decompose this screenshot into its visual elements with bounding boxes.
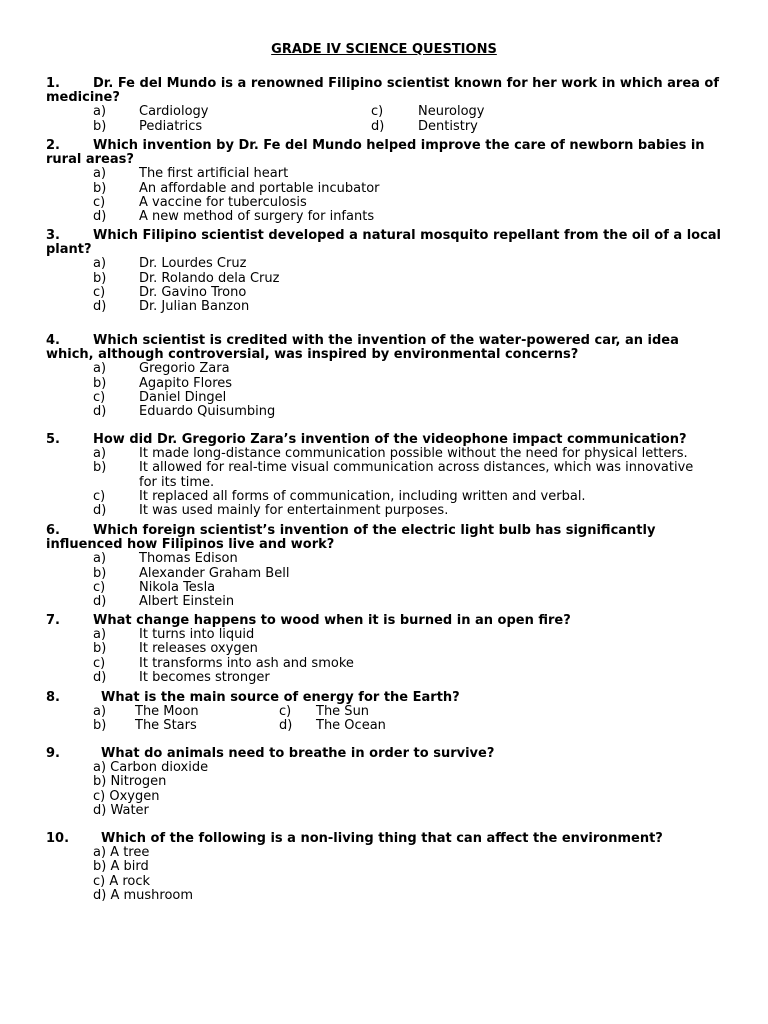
question-8 <box>46 691 736 734</box>
option-row <box>46 257 736 271</box>
question-stem-cont: medicine? <box>46 90 120 106</box>
option-label: b) <box>93 641 107 657</box>
option-text: It allowed for real-time visual communication across distances, which was innovative <box>139 460 694 476</box>
question-number: 2. <box>46 138 60 153</box>
option-label: b) <box>93 270 107 286</box>
option-text: Daniel Dingel <box>139 389 227 405</box>
question-number: 5. <box>46 432 60 447</box>
option-text: A vaccine for tuberculosis <box>139 194 307 210</box>
option-text: b) A bird <box>93 859 149 875</box>
option-row <box>46 120 736 134</box>
option-text: Agapito Flores <box>139 375 233 391</box>
option-label: d) <box>93 298 107 314</box>
option-row <box>46 705 736 719</box>
option-label: c) <box>279 704 292 720</box>
option-label: b) <box>93 118 107 134</box>
question-number: 6. <box>46 523 60 538</box>
option-row <box>46 105 736 119</box>
option-text: An affordable and portable incubator <box>139 180 380 196</box>
option-row <box>46 377 736 391</box>
option-text: c) Oxygen <box>93 788 160 804</box>
option-row <box>46 196 736 210</box>
option-label: c) <box>93 655 106 671</box>
option-row <box>46 504 736 518</box>
question-stem: 1. Dr. Fe del Mundo is a renowned Filipino scientist known for her work in which area of <box>46 76 720 91</box>
option-text: a) A tree <box>93 845 150 861</box>
option-text: It transforms into ash and smoke <box>139 655 354 671</box>
option-label: a) <box>93 166 107 182</box>
option-text: The first artificial heart <box>139 166 289 182</box>
option-text: It made long-distance communication possible without the need for physical letters. <box>139 446 688 462</box>
option-label: c) <box>371 104 384 120</box>
question-stem: 6. Which foreign scientist’s invention of the electric light bulb has significantly <box>46 523 656 538</box>
option-row <box>46 300 736 314</box>
option-row <box>46 405 736 419</box>
option-text: Cardiology <box>139 104 209 120</box>
option-label: a) <box>93 704 107 720</box>
option-row <box>46 490 736 504</box>
question-number: 4. <box>46 333 60 348</box>
option-text: Nikola Tesla <box>139 579 216 595</box>
option-label: a) <box>93 104 107 120</box>
option-row-continuation <box>46 476 736 490</box>
option-text: Albert Einstein <box>139 593 235 609</box>
option-text: Gregorio Zara <box>139 361 230 377</box>
option-label: b) <box>93 718 107 734</box>
option-text: Dentistry <box>418 118 478 134</box>
option-text: Thomas Edison <box>139 551 238 567</box>
question-7 <box>46 614 736 685</box>
page-title: GRADE IV SCIENCE QUESTIONS <box>271 42 497 57</box>
option-text: Eduardo Quisumbing <box>139 403 276 419</box>
option-label: c) <box>93 284 106 300</box>
option-row <box>46 286 736 300</box>
question-stem: 4. Which scientist is credited with the invention of the water-powered car, an idea <box>46 333 679 348</box>
option-text: A new method of surgery for infants <box>139 208 375 224</box>
question-number: 7. <box>46 613 60 628</box>
question-stem-cont: plant? <box>46 242 92 258</box>
option-text: The Sun <box>316 704 370 720</box>
question-stem-cont: rural areas? <box>46 152 134 168</box>
option-row <box>46 642 736 656</box>
option-label: c) <box>93 579 106 595</box>
question-stem: 2. Which invention by Dr. Fe del Mundo helped improve the care of newborn babies in <box>46 138 705 153</box>
option-label: b) <box>93 460 107 476</box>
option-text: d) A mushroom <box>93 887 194 903</box>
option-row <box>46 567 736 581</box>
question-10 <box>46 832 736 903</box>
option-text: Dr. Julian Banzon <box>139 298 250 314</box>
option-label: c) <box>93 488 106 504</box>
option-row <box>46 447 736 461</box>
option-row <box>46 581 736 595</box>
option-label: a) <box>93 627 107 643</box>
question-stem: 9. What do animals need to breathe in order to survive? <box>46 746 495 761</box>
option-label: d) <box>93 669 107 685</box>
option-row <box>46 628 736 642</box>
option-row <box>46 552 736 566</box>
option-text: Neurology <box>418 104 485 120</box>
option-label: a) <box>93 446 107 462</box>
question-number: 3. <box>46 228 60 243</box>
option-label: a) <box>93 361 107 377</box>
question-stem: 10. Which of the following is a non-living thing that can affect the environment? <box>46 831 663 846</box>
option-text: Alexander Graham Bell <box>139 565 290 581</box>
question-stem: 3. Which Filipino scientist developed a natural mosquito repellant from the oil of a local <box>46 228 722 243</box>
question-stem-cont: influenced how Filipinos live and work? <box>46 537 335 553</box>
option-label: d) <box>93 403 107 419</box>
option-label: d) <box>279 718 293 734</box>
option-label: d) <box>93 502 107 518</box>
option-label: a) <box>93 256 107 272</box>
option-text: Pediatrics <box>139 118 203 134</box>
option-label: a) <box>93 551 107 567</box>
question-9 <box>46 747 736 818</box>
option-text: Dr. Gavino Trono <box>139 284 247 300</box>
question-4 <box>46 334 736 419</box>
option-label: d) <box>371 118 385 134</box>
option-text: a) Carbon dioxide <box>93 760 209 776</box>
question-stem: 8. What is the main source of energy for the Earth? <box>46 690 460 705</box>
option-row <box>46 657 736 671</box>
option-row <box>46 182 736 196</box>
option-row <box>46 391 736 405</box>
question-stem: 7. What change happens to wood when it is burned in an open fire? <box>46 613 571 628</box>
option-label: c) <box>93 194 106 210</box>
option-text: It replaced all forms of communication, including written and verbal. <box>139 488 586 504</box>
question-number: 8. <box>46 690 60 705</box>
question-2 <box>46 139 736 224</box>
option-label: d) <box>93 208 107 224</box>
question-6 <box>46 524 736 609</box>
option-text: Dr. Rolando dela Cruz <box>139 270 280 286</box>
question-number: 1. <box>46 76 60 91</box>
option-text: It releases oxygen <box>139 641 258 657</box>
option-text: c) A rock <box>93 873 151 889</box>
question-number: 10. <box>46 831 70 846</box>
question-1 <box>46 77 736 134</box>
question-3 <box>46 229 736 314</box>
option-label: b) <box>93 180 107 196</box>
option-row <box>46 210 736 224</box>
option-text: It becomes stronger <box>139 669 270 685</box>
option-text: It was used mainly for entertainment purposes. <box>139 502 449 518</box>
option-text: It turns into liquid <box>139 627 255 643</box>
question-stem: 5. How did Dr. Gregorio Zara’s invention of the videophone impact communication? <box>46 432 687 447</box>
option-label: b) <box>93 375 107 391</box>
option-text: The Stars <box>135 718 197 734</box>
option-text: d) Water <box>93 802 149 818</box>
option-row <box>46 719 736 733</box>
option-text: The Moon <box>135 704 199 720</box>
question-number: 9. <box>46 746 60 761</box>
option-label: b) <box>93 565 107 581</box>
option-label: d) <box>93 593 107 609</box>
option-row <box>46 671 736 685</box>
option-text: Dr. Lourdes Cruz <box>139 256 247 272</box>
option-text: for its time. <box>139 474 215 490</box>
option-row <box>46 272 736 286</box>
option-row <box>46 461 736 475</box>
option-label: c) <box>93 389 106 405</box>
option-text: b) Nitrogen <box>93 774 167 790</box>
option-row <box>46 167 736 181</box>
question-5 <box>46 433 736 518</box>
question-stem-cont: which, although controversial, was inspired by environmental concerns? <box>46 347 579 363</box>
option-text: The Ocean <box>316 718 386 734</box>
option-row <box>46 362 736 376</box>
option-row <box>46 595 736 609</box>
